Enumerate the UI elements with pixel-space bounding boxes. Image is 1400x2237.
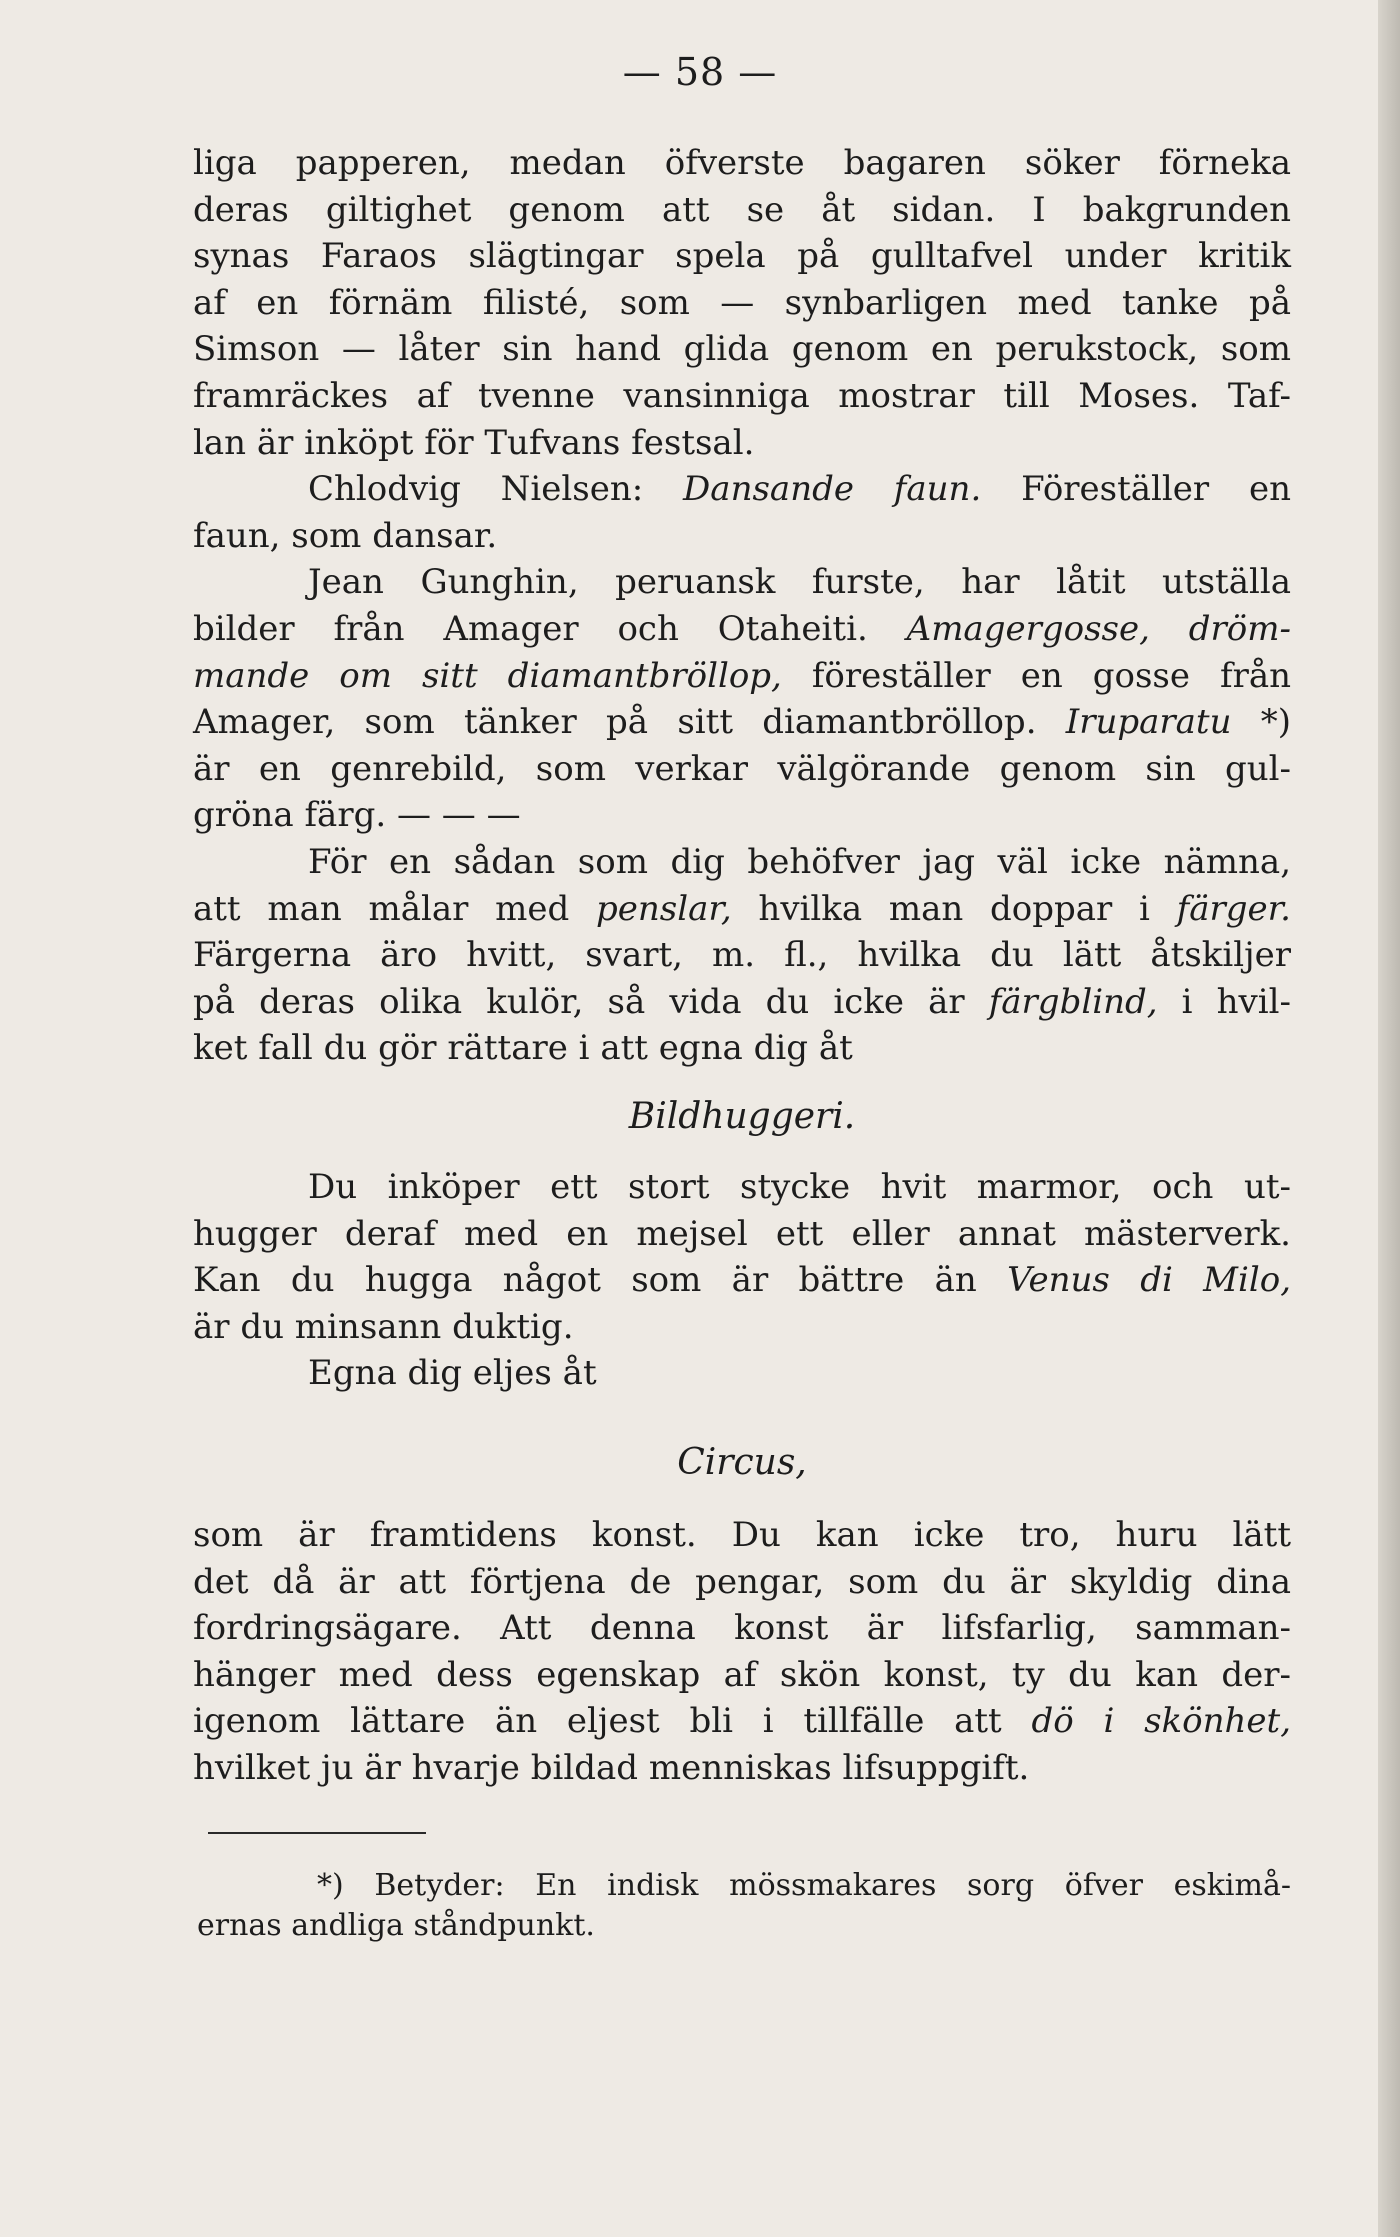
text-line: synas Faraos slägtingar spela på gulltafvel under kritik [193, 236, 1291, 277]
text-fragment: Amager, som tänker på sitt diamantbröllop. [193, 702, 1066, 743]
text-line: Simson — låter sin hand glida genom en perukstock, som [193, 329, 1291, 370]
text-line: hänger med dess egenskap af skön konst, ty du kan der- [193, 1654, 1291, 1695]
text-fragment: i hvil- [1157, 981, 1291, 1022]
text-line: hvilket ju är hvarje bildad menniskas lifsuppgift. [193, 1747, 1030, 1788]
emphasis: penslar, [595, 888, 732, 929]
text-line [193, 606, 1291, 653]
emphasis: färger. [1176, 888, 1291, 929]
text-fragment: igenom lättare än eljest bli i tillfälle att [193, 1701, 1032, 1742]
text-line: faun, som dansar. [193, 515, 498, 556]
artwork-title: Iruparatu [1065, 702, 1232, 743]
body-text-upper [193, 140, 1291, 1072]
text-line: ket fall du gör rättare i att egna dig åt [193, 1028, 853, 1069]
text-line: Du inköper ett stort stycke hvit marmor, och ut- [308, 1167, 1291, 1207]
artwork-title: Amagergosse, dröm- [906, 608, 1291, 649]
text-fragment: hvilka man doppar i [731, 888, 1177, 929]
text-line: som är framtidens konst. Du kan icke tro, huru lätt [193, 1515, 1291, 1555]
text-line: är en genrebild, som verkar välgörande genom sin gul- [193, 748, 1291, 789]
text-line: fordringsägare. Att denna konst är lifsfarlig, samman- [193, 1608, 1291, 1649]
artist-name: Chlodvig Nielsen: [308, 469, 684, 510]
section-circus [193, 1440, 1291, 1486]
text-line: liga papperen, medan öfverste bagaren söker förneka [193, 143, 1291, 183]
text-line [193, 653, 1291, 700]
text-line: Färgerna äro hvitt, svart, m. fl., hvilka du lätt åtskiljer [193, 935, 1291, 976]
artwork-title: Venus di Milo, [1007, 1260, 1292, 1301]
body-text-circus [193, 1512, 1291, 1792]
text-fragment: Föreställer en [981, 469, 1291, 510]
text-line: deras giltighet genom att se åt sidan. I bakgrunden [193, 189, 1291, 230]
artwork-title: Dansande faun. [683, 469, 982, 510]
emphasis: färgblind, [988, 981, 1158, 1022]
section-heading-sculpture: Bildhuggeri. [628, 1096, 856, 1137]
text-line: Jean Gunghin, peruansk furste, har låtit utställa [308, 562, 1291, 603]
text-fragment: att man målar med [193, 888, 596, 929]
text-line [193, 1257, 1291, 1304]
text-line: det då är att förtjena de pengar, som du är skyldig dina [193, 1561, 1291, 1602]
text-fragment: bilder från Amager och Otaheiti. [193, 608, 907, 649]
text-line [193, 466, 1291, 513]
footnote-divider [208, 1832, 426, 1834]
text-fragment: föreställer en gosse från [781, 655, 1291, 696]
text-line: hugger deraf med en mejsel ett eller annat mästerverk. [193, 1213, 1291, 1254]
text-fragment: på deras olika kulör, så vida du icke är [193, 981, 989, 1022]
page-number: — 58 — [622, 50, 778, 94]
artwork-title: mande om sitt diamantbröllop, [193, 655, 782, 696]
text-line [193, 886, 1291, 933]
section-sculpture [193, 1094, 1291, 1140]
footnote-line: ernas andliga ståndpunkt. [197, 1908, 595, 1943]
page-edge-shadow [1378, 0, 1400, 2237]
text-line: Egna dig eljes åt [308, 1353, 597, 1394]
section-heading-circus: Circus, [677, 1442, 807, 1483]
footnote-marker: *) [1231, 702, 1291, 743]
footnote [197, 1866, 1291, 1946]
text-line: lan är inköpt för Tufvans festsal. [193, 422, 755, 463]
emphasis: dö i skönhet, [1031, 1701, 1291, 1742]
body-text-sculpture [193, 1164, 1291, 1397]
text-line: För en sådan som dig behöfver jag väl icke nämna, [308, 841, 1291, 882]
text-line: framräckes af tvenne vansinniga mostrar till Moses. Taf- [193, 375, 1291, 416]
text-line: af en förnäm filisté, som — synbarligen med tanke på [193, 282, 1291, 323]
text-line: gröna färg. — — — [193, 795, 521, 836]
text-fragment: Kan du hugga något som är bättre än [193, 1260, 1008, 1301]
text-line [193, 1698, 1291, 1745]
text-line: är du minsann duktig. [193, 1306, 574, 1347]
text-line [193, 699, 1291, 746]
footnote-line: *) Betyder: En indisk mössmakares sorg öfver eskimå- [317, 1868, 1291, 1903]
text-line [193, 979, 1291, 1026]
